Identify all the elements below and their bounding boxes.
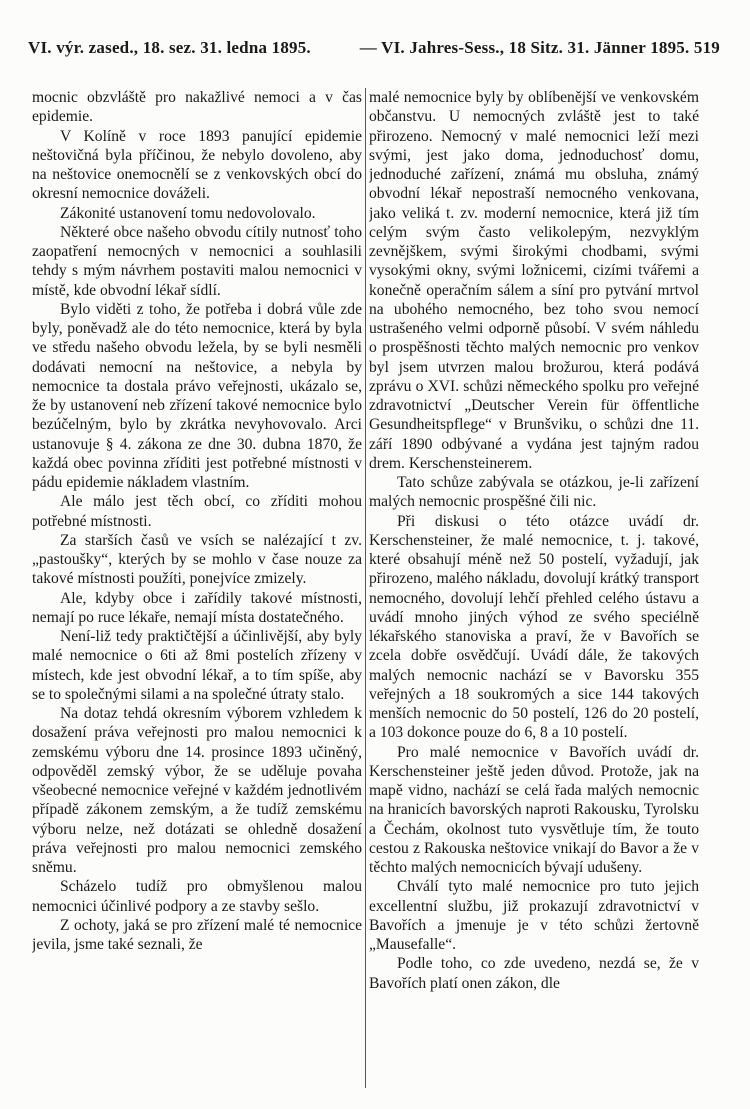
- paragraph: Za starších časů ve vsích se nalézající t zv. „pastoušky“, kterých by se mohlo v čase nouze za takové místnosti použíti, ponejvíce zmizely.: [32, 531, 362, 588]
- column-divider: [365, 88, 366, 1088]
- paragraph: Zákonité ustanovení tomu nedovolovalo.: [60, 204, 316, 222]
- left-column: [32, 88, 362, 1088]
- paragraph: Chválí tyto malé nemocnice pro tuto jejich excellentní službu, již prokazují zdravotnictví v Bavořích a jmenuje je v této schůzi žertovně „Mausefalle“.: [369, 878, 699, 953]
- right-column: [369, 88, 699, 1088]
- paragraph: Není-liž tedy praktičtější a účinlivější, aby byly malé nemocnice o 6ti až 8mi postelích zřízeny v místech, kde jest obvodní lékař, a to tím spíše, aby se to společnými silami a na společné útraty stalo.: [32, 628, 362, 703]
- running-header: [28, 38, 720, 64]
- paragraph: Některé obce našeho obvodu cítily nutnosť toho zaopatření nemocných v nemocnici a souhlasili tehdy s mým návrhem postaviti malou nemocnici v místě, kde obvodní lékař sídlí.: [32, 223, 362, 299]
- paragraph: Při diskusi o této otázce uvádí dr. Kerschensteiner, že malé nemocnice, t. j. takové, které obsahují méně než 50 postelí, vyžadují, jak přirozeno, malého nákladu, dovolují krátký transport nemocného, dovolují lehčí přehled celého ústavu a uvádí mnoho jiných výhod ze svého speciélně lékařského stanoviska a praví, že v Bavořích se zcela dobře osvědčují. Uvádí dále, že takových malých nemocnic nachází se v Bavorsku 355 veřejných a 18 soukromých a sice 144 takových menších nemocnic do 50 postelí, 126 do 20 postelí, a 103 dokonce pouze do 6, 8 a 10 postelí.: [369, 512, 699, 742]
- paragraph: mocnic obzvláště pro nakažlivé nemoci a v čas epidemie.: [32, 89, 362, 126]
- header-czech: VI. výr. zased., 18. sez. 31. ledna 1895.: [28, 38, 311, 57]
- paragraph: Z ochoty, jaká se pro zřízení malé té nemocnice jevila, jsme také seznali, že: [32, 916, 362, 953]
- paragraph: Ale, kdyby obce i zařídily takové místnosti, nemají po ruce lékaře, nemají místa dostatečného.: [32, 589, 362, 626]
- paragraph: malé nemocnice byly by oblíbenější ve venkovském občanstvu. U nemocných zvláště jest to také přirozeno. Nemocný v malé nemocnici leží mezi svými, jest jako doma, jednoduchosť domu, jednoduché zařízení, známá mu obsluha, známý obvodní lékař nepostraší nemocného venkovana, jako veliká t. zv. moderní nemocnice, která již tím celým svým často velikolepým, nezvyklým zevnějškem, svými širokými chodbami, svými vysokými okny, svými ložnicemi, cizími tvářemi a konečně operačním sálem a síní pro pytvání mrtvol na ubohého nemocného, bez toho svou nemocí ustrašeného velmi odporně působí. V svém náhledu o prospěšnosti těchto malých nemocnic pro venkov byl jsem utvrzen malou brožurou, která podává zprávu o XVI. schůzi německého spolku pro veřejné zdravotnictví „Deutscher Verein für öffentliche Gesundheitspflege“ v Brunšviku, o schůzi dne 11. září 1890 odbývané a vydána jest tajným radou drem. Kerschensteinerem.: [369, 89, 699, 472]
- paragraph: V Kolíně v roce 1893 panující epidemie neštovičná byla příčinou, že nebylo dovoleno, aby na neštovice onemocnělí se z venkovských obcí do okresní nemocnice dováželi.: [32, 127, 362, 203]
- header-german: — VI. Jahres-Sess., 18 Sitz. 31. Jänner 1895. 519: [359, 38, 720, 57]
- paragraph: Tato schůze zabývala se otázkou, je-li zařízení malých nemocnic prospěšné čili nic.: [369, 474, 699, 511]
- paragraph: Bylo viděti z toho, že potřeba i dobrá vůle zde byly, poněvadž ale do této nemocnice, která by byla ve středu našeho obvodu ležela, by se byli nesměli dodávati nemocní na neštovice, a nebyla by nemocnice ta dostala právo veřejnosti, ukázalo se, že by ustanovení neb zřízení takové nemocnice bylo bezúčelným, bylo by zkrátka nevyhovovalo. Arci ustanovuje § 4. zákona ze dne 30. dubna 1870, že každá obec povinna zříditi jest potřebné místnosti v pádu epidemie nákladem vlastním.: [32, 300, 362, 491]
- paragraph: Scházelo tudíž pro obmyšlenou malou nemocnici účinlivé podpory a ze stavby sešlo.: [32, 878, 362, 915]
- paragraph: Na dotaz tehdá okresním výborem vzhledem k dosažení práva veřejnosti pro malou nemocnici k zemskému výboru dne 14. prosince 1893 učiněný, odpověděl zemský výbor, že se uděluje povaha všeobecné nemocnice veřejné v každém jednotlivém případě zákonem zemským, a že tudíž zemskému výboru nelze, než dotázati se ohledně dosažení práva veřejnosti pro malou nemocnici zemského sněmu.: [32, 705, 362, 876]
- paragraph: Ale málo jest těch obcí, co zříditi mohou potřebné místnosti.: [32, 493, 362, 530]
- paragraph: Podle toho, co zde uvedeno, nezdá se, že v Bavořích platí onen zákon, dle: [369, 955, 699, 992]
- paragraph: Pro malé nemocnice v Bavořích uvádí dr. Kerschensteiner ještě jeden důvod. Protože, jak na mapě vidno, nachází se celá řada malých nemocnic na hranicích bavorských naproti Rakousku, Tyrolsku a Čechám, okolnost tuto vysvětluje tím, že touto cestou z Rakouska neštovice vnikají do Bavor a že v těchto malých nemocnicích bývají udušeny.: [369, 743, 699, 876]
